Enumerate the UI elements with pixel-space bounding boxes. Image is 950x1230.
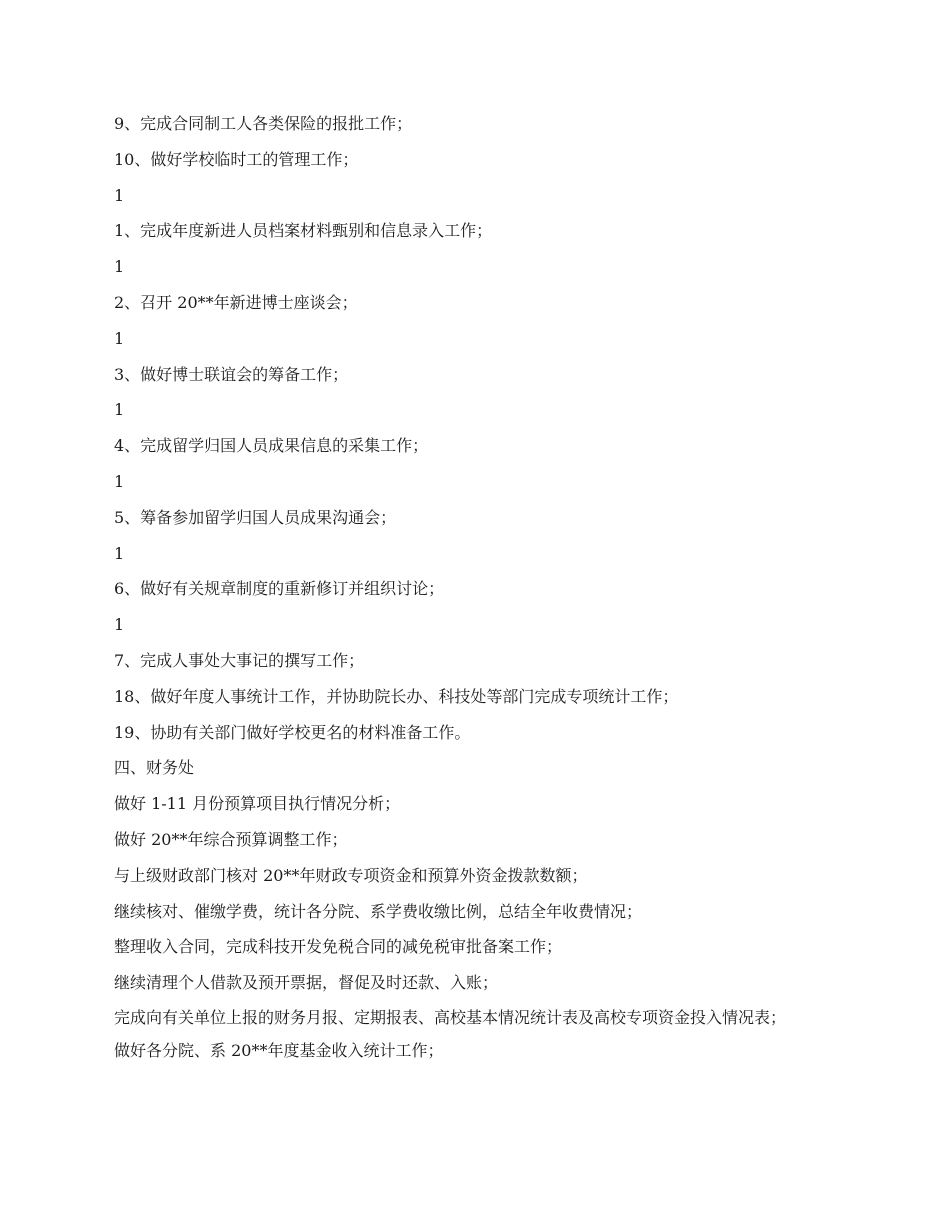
text-line: 整理收入合同，完成科技开发免税合同的减免税审批备案工作； (114, 937, 563, 957)
text-line: 7、完成人事处大事记的撰写工作； (114, 650, 365, 670)
text-line: 4、完成留学归国人员成果信息的采集工作； (114, 436, 429, 456)
text-line: 做好 1-11 月份预算项目执行情况分析； (114, 794, 401, 814)
text-line: 6、做好有关规章制度的重新修订并组织讨论； (114, 579, 445, 599)
text-line: 19、协助有关部门做好学校更名的材料准备工作。 (114, 722, 471, 742)
text-line: 1 (114, 471, 125, 491)
text-line: 10、做好学校临时工的管理工作； (114, 149, 359, 169)
document-body (114, 110, 844, 1073)
text-line: 2、召开 20**年新进博士座谈会； (114, 292, 358, 312)
text-line: 做好各分院、系 20**年度基金收入统计工作； (114, 1040, 444, 1060)
text-line: 9、完成合同制工人各类保险的报批工作； (114, 114, 413, 133)
text-line: 1 (114, 543, 125, 563)
text-line: 1 (114, 400, 125, 420)
text-line: 与上级财政部门核对 20**年财政专项资金和预算外资金拨款数额； (114, 865, 588, 885)
text-line: 3、做好博士联谊会的筹备工作； (114, 364, 349, 384)
text-line: 1 (114, 328, 125, 348)
text-line: 5、筹备参加留学归国人员成果沟通会； (114, 507, 397, 527)
text-line: 1 (114, 257, 125, 277)
text-line: 做好 20**年综合预算调整工作； (114, 829, 348, 849)
text-line: 继续核对、催缴学费，统计各分院、系学费收缴比例，总结全年收费情况； (114, 901, 643, 921)
text-line: 1 (114, 615, 125, 635)
text-line: 1、完成年度新进人员档案材料甄别和信息录入工作； (114, 221, 493, 241)
text-line: 继续清理个人借款及预开票据，督促及时还款、入账； (114, 973, 499, 993)
section-heading: 四、财务处 (114, 758, 195, 778)
text-line: 18、做好年度人事统计工作，并协助院长办、科技处等部门完成专项统计工作； (114, 686, 679, 706)
text-line: 完成向有关单位上报的财务月报、定期报表、高校基本情况统计表及高校专项资金投入情况表； (114, 1007, 787, 1027)
text-line: 1 (114, 185, 125, 205)
